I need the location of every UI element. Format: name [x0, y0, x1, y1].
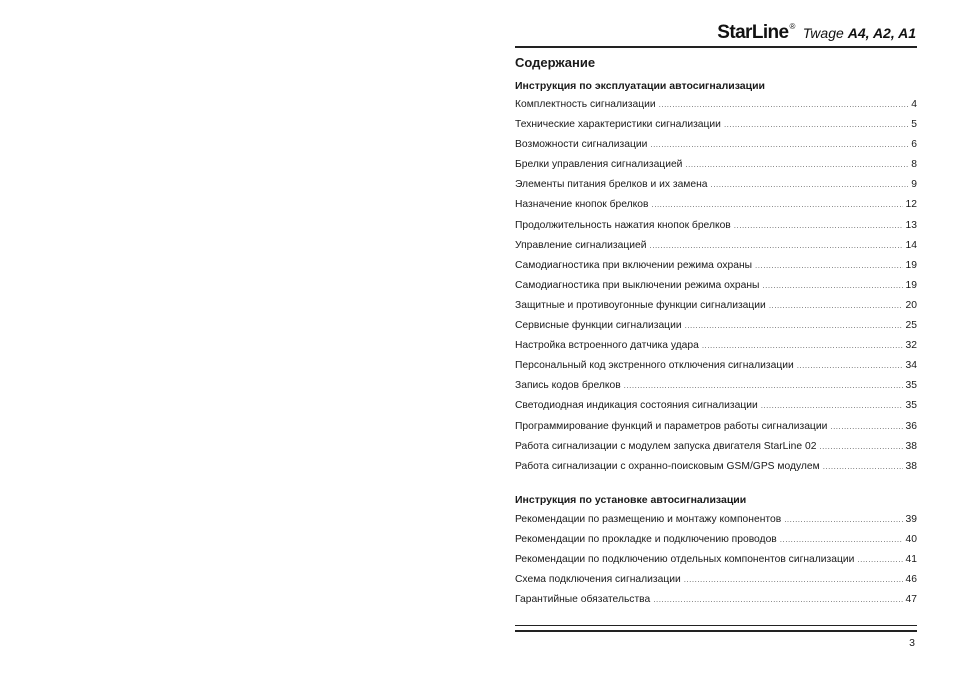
toc-entry[interactable]	[515, 280, 917, 300]
toc-entry-label: Гарантийные обязательства	[515, 594, 651, 606]
toc-entry-page: 38	[905, 460, 917, 472]
model-list: A4, A2, A1	[847, 25, 916, 41]
toc-entry-label: Назначение кнопок брелков	[515, 199, 649, 211]
toc-leader-dots	[624, 380, 903, 392]
toc-entry-label: Персональный код экстренного отключения сигнализации	[515, 360, 794, 372]
toc-entry[interactable]	[515, 240, 917, 260]
toc-entry-page: 19	[905, 279, 917, 291]
toc-leader-dots	[819, 441, 902, 453]
toc-leader-dots	[653, 594, 902, 606]
toc-entry[interactable]	[515, 400, 917, 420]
toc-entry-page: 46	[905, 574, 917, 586]
brand-logo	[717, 22, 795, 44]
toc-entry-label: Элементы питания брелков и их замена	[515, 179, 708, 191]
toc-leader-dots	[761, 400, 903, 412]
toc-leader-dots	[685, 320, 903, 332]
toc-entry-label: Защитные и противоугонные функции сигнализации	[515, 299, 766, 311]
toc-entry[interactable]	[515, 179, 917, 199]
toc-leader-dots	[702, 340, 903, 352]
toc-entry[interactable]	[515, 421, 917, 441]
page-number: 3	[909, 637, 915, 649]
brand-trademark: ®	[789, 22, 795, 31]
toc-entry[interactable]	[515, 594, 917, 614]
toc-entry-label: Рекомендации по размещению и монтажу компонентов	[515, 514, 782, 525]
toc-entry[interactable]	[515, 199, 917, 219]
toc-leader-dots	[797, 360, 903, 372]
toc-leader-dots	[734, 220, 903, 232]
toc-entry-label: Возможности сигнализации	[515, 139, 648, 151]
toc-entry[interactable]	[515, 340, 917, 360]
toc-leader-dots	[685, 159, 908, 171]
toc-entry[interactable]	[515, 461, 917, 481]
toc-entry-label: Брелки управления сигнализацией	[515, 159, 683, 171]
toc-leader-dots	[650, 139, 908, 151]
toc-entry-label: Комплектность сигнализации	[515, 99, 656, 110]
toc-entry-page: 5	[911, 119, 917, 131]
toc-entry-label: Работа сигнализации с охранно-поисковым GSM/GPS модулем	[515, 460, 820, 472]
toc-leader-dots	[755, 260, 902, 272]
toc-entry-page: 32	[905, 340, 917, 352]
toc-entry-page: 38	[905, 440, 917, 452]
toc-entry-label: Управление сигнализацией	[515, 239, 647, 251]
section-heading-installation: Инструкция по установке автосигнализации	[515, 494, 747, 506]
toc-leader-dots	[684, 574, 903, 586]
toc-leader-dots	[724, 119, 908, 131]
toc-entry-label: Запись кодов брелков	[515, 380, 621, 392]
toc-entry-label: Самодиагностика при выключении режима охраны	[515, 279, 760, 291]
toc-entry-label: Рекомендации по прокладке и подключению проводов	[515, 534, 777, 546]
toc-entry-label: Программирование функций и параметров работы сигнализации	[515, 420, 828, 432]
brand-name: StarLine	[717, 22, 789, 43]
toc-list-installation	[515, 514, 917, 614]
toc-entry[interactable]	[515, 320, 917, 340]
toc-entry-page: 9	[911, 179, 917, 191]
toc-entry-label: Технические характеристики сигнализации	[515, 119, 721, 131]
toc-entry-label: Сервисные функции сигнализации	[515, 320, 682, 332]
toc-entry-label: Рекомендации по подключению отдельных компонентов сигнализации	[515, 554, 855, 566]
toc-entry-label: Светодиодная индикация состояния сигнализации	[515, 400, 758, 412]
toc-entry-page: 47	[905, 594, 917, 606]
toc-entry-page: 14	[905, 239, 917, 251]
toc-entry-page: 13	[905, 219, 917, 231]
toc-entry-page: 19	[905, 259, 917, 271]
toc-entry-page: 25	[905, 320, 917, 332]
model-title	[803, 25, 916, 41]
toc-leader-dots	[659, 99, 909, 111]
toc-entry-page: 12	[905, 199, 917, 211]
page-header	[717, 22, 916, 44]
model-prefix: Twage	[802, 25, 844, 41]
toc-leader-dots	[830, 421, 902, 433]
toc-entry-page: 20	[905, 299, 917, 311]
toc-entry[interactable]	[515, 534, 917, 554]
header-divider	[515, 46, 917, 48]
toc-entry-page: 6	[911, 139, 917, 151]
toc-entry-page: 4	[911, 99, 917, 110]
toc-entry-label: Самодиагностика при включении режима охраны	[515, 259, 753, 271]
page-title: Содержание	[515, 55, 596, 70]
toc-entry[interactable]	[515, 360, 917, 380]
section-heading-operation: Инструкция по эксплуатации автосигнализации	[515, 80, 765, 92]
toc-leader-dots	[711, 179, 909, 191]
toc-entry[interactable]	[515, 514, 917, 534]
toc-entry-page: 36	[905, 420, 917, 432]
toc-entry-label: Схема подключения сигнализации	[515, 574, 681, 586]
toc-entry[interactable]	[515, 119, 917, 139]
toc-entry[interactable]	[515, 300, 917, 320]
toc-entry[interactable]	[515, 441, 917, 461]
toc-entry-page: 35	[905, 380, 917, 392]
toc-entry-page: 41	[905, 554, 917, 566]
toc-entry-page: 35	[905, 400, 917, 412]
toc-entry-label: Работа сигнализации с модулем запуска двигателя StarLine 02	[515, 440, 817, 452]
toc-entry[interactable]	[515, 554, 917, 574]
toc-list-operation	[515, 99, 917, 481]
toc-leader-dots	[762, 280, 902, 292]
toc-entry-label: Настройка встроенного датчика удара	[515, 340, 699, 352]
toc-leader-dots	[650, 240, 903, 252]
toc-entry-page: 39	[905, 514, 917, 525]
toc-leader-dots	[823, 461, 903, 473]
toc-entry-page: 34	[905, 360, 917, 372]
toc-entry[interactable]	[515, 380, 917, 400]
toc-entry-page: 40	[905, 534, 917, 546]
toc-entry-page: 8	[911, 159, 917, 171]
toc-entry-label: Продолжительность нажатия кнопок брелков	[515, 219, 731, 231]
toc-entry[interactable]	[515, 99, 917, 119]
toc-leader-dots	[784, 514, 902, 526]
toc-entry[interactable]	[515, 220, 917, 240]
toc-leader-dots	[857, 554, 902, 566]
footer-divider	[515, 625, 917, 632]
toc-leader-dots	[769, 300, 903, 312]
toc-leader-dots	[652, 199, 903, 211]
toc-entry[interactable]	[515, 574, 917, 594]
toc-entry[interactable]	[515, 139, 917, 159]
toc-leader-dots	[780, 534, 903, 546]
toc-entry[interactable]	[515, 159, 917, 179]
toc-entry[interactable]	[515, 260, 917, 280]
